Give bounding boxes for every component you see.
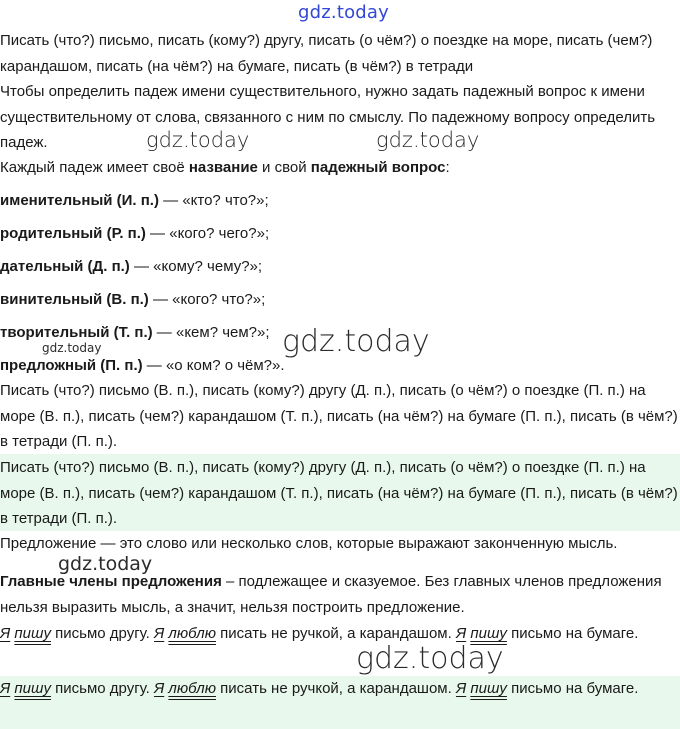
predicate: пишу — [14, 680, 51, 697]
subject: Я — [455, 680, 467, 697]
case-item: винительный (В. п.) — «кого? что?»; — [0, 291, 266, 308]
watermark: gdz.today — [376, 128, 480, 152]
subject: Я — [154, 680, 165, 697]
subject: Я — [0, 625, 11, 642]
subject: Я — [0, 680, 11, 697]
intro-example: Писать (что?) письмо, писать (кому?) другу, писать (о чём?) о поездке на море, писать (чем?) карандашом, писать (на чём?) на бумаге, писать (в чём?) в тетради — [0, 32, 653, 75]
watermark: gdz.today — [282, 324, 430, 359]
case-item: предложный (П. п.) — «о ком? о чём?». — [0, 357, 285, 374]
watermark: gdz.today — [58, 553, 153, 575]
watermark: gdz.today — [42, 341, 102, 355]
answer-example: Писать (что?) письмо (В. п.), писать (кому?) другу (Д. п.), писать (о чём?) о поездке (П. п.) на море (В. п.), писать (чем?) карандашом (Т. п.), писать (на чём?) на бумаге (П. п.), писать (в чём?) в тетради (П. п.). — [0, 382, 678, 451]
sentence-definition: Предложение — это слово или несколько слов, которые выражают законченную мысль. — [0, 535, 618, 552]
predicate: люблю — [168, 625, 217, 642]
subject: Я — [154, 625, 165, 642]
watermark: gdz.today — [356, 641, 504, 676]
case-item: творительный (Т. п.) — «кем? чем?»; — [0, 324, 270, 341]
case-item: родительный (Р. п.) — «кого? чего?»; — [0, 225, 270, 242]
watermark: gdz.today — [146, 128, 250, 152]
main-members: Главные члены предложения – подлежащее и сказуемое. Без главных членов предложения нельзя выразить мысль, а значит, нельзя построить предложение. — [0, 573, 662, 616]
predicate: пишу — [470, 680, 507, 697]
case-item: именительный (И. п.) — «кто? что?»; — [0, 192, 269, 209]
watermark-top: gdz.today — [298, 2, 390, 23]
predicate: пишу — [14, 625, 51, 642]
case-rule: Чтобы определить падеж имени существительного, нужно задать падежный вопрос к имени существительному от слова, связанного с ним по смыслу. По падежному вопросу определить падеж. — [0, 83, 656, 152]
case-item: дательный (Д. п.) — «кому? чему?»; — [0, 258, 263, 275]
cases-intro: Каждый падеж имеет своё название и свой падежный вопрос: — [0, 159, 450, 176]
answer-example-highlighted: Писать (что?) письмо (В. п.), писать (кому?) другу (Д. п.), писать (о чём?) о поездке (П. п.) на море (В. п.), писать (чем?) карандашом (Т. п.), писать (на чём?) на бумаге (П. п.), писать (в чём?) в тетради (П. п.). — [0, 459, 678, 528]
example-sentences-highlighted: Я пишу письмо другу. Я люблю писать не ручкой, а карандашом. Я пишу письмо на бумаге. — [0, 680, 639, 697]
subject: Я — [455, 625, 467, 642]
predicate: пишу — [470, 625, 507, 642]
example-sentences: Я пишу письмо другу. Я люблю писать не ручкой, а карандашом. Я пишу письмо на бумаге. — [0, 625, 639, 642]
predicate: люблю — [168, 680, 217, 697]
